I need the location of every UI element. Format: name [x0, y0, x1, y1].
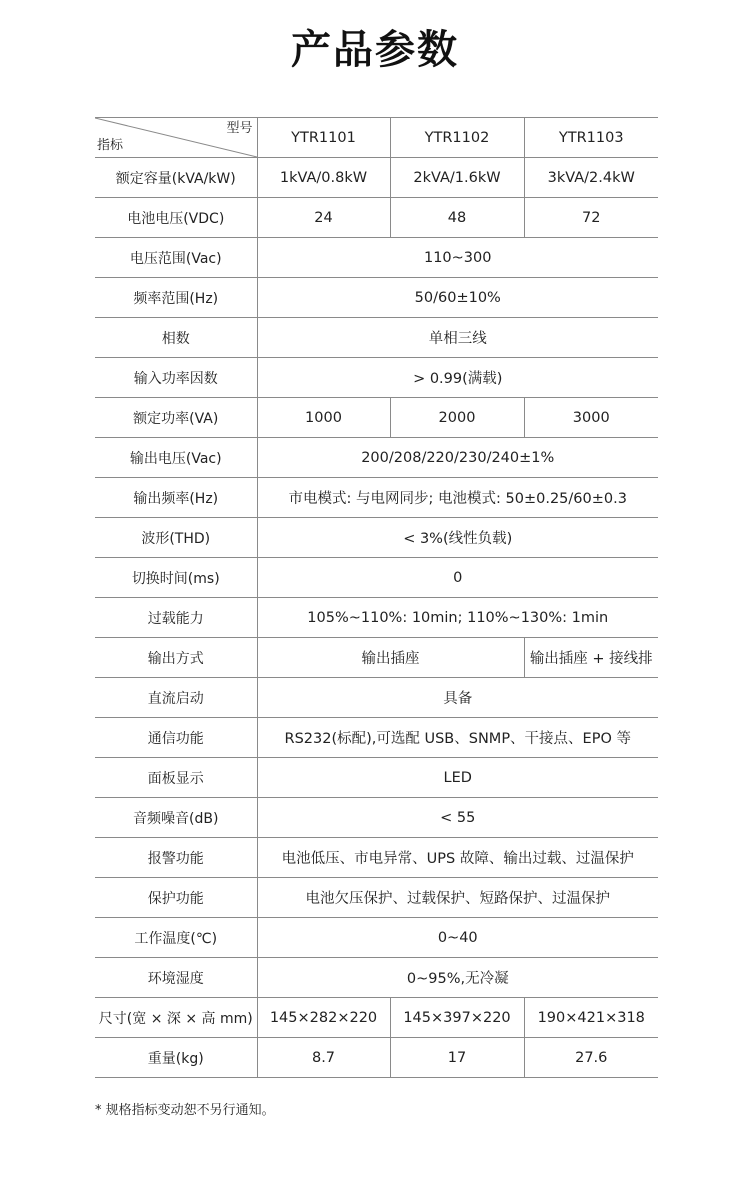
spec-value: > 0.99(满载) — [257, 358, 658, 398]
spec-row — [95, 998, 658, 1038]
spec-value: 单相三线 — [257, 318, 658, 358]
spec-row — [95, 198, 658, 238]
spec-row — [95, 398, 658, 438]
spec-value: 27.6 — [524, 1038, 658, 1078]
spec-value: 市电模式: 与电网同步; 电池模式: 50±0.25/60±0.3 — [257, 478, 658, 518]
spec-row — [95, 878, 658, 918]
model-header-cell: YTR1102 — [390, 118, 524, 158]
spec-label: 额定容量(kVA/kW) — [95, 158, 257, 198]
spec-value: 200/208/220/230/240±1% — [257, 438, 658, 478]
spec-value: 145×397×220 — [390, 998, 524, 1038]
spec-label: 输出电压(Vac) — [95, 438, 257, 478]
footnote: * 规格指标变动恕不另行通知。 — [95, 1103, 275, 1118]
spec-label: 波形(THD) — [95, 518, 257, 558]
spec-label: 电池电压(VDC) — [95, 198, 257, 238]
spec-row — [95, 438, 658, 478]
header-corner-cell — [95, 118, 257, 158]
spec-row — [95, 918, 658, 958]
spec-label: 输出方式 — [95, 638, 257, 678]
spec-row — [95, 478, 658, 518]
spec-label: 通信功能 — [95, 718, 257, 758]
spec-row — [95, 158, 658, 198]
spec-value: 2000 — [390, 398, 524, 438]
spec-value: < 3%(线性负载) — [257, 518, 658, 558]
spec-label: 电压范围(Vac) — [95, 238, 257, 278]
spec-value: 输出插座 + 接线排 — [524, 638, 658, 678]
spec-row — [95, 1038, 658, 1078]
spec-value: < 55 — [257, 798, 658, 838]
spec-row — [95, 758, 658, 798]
spec-row — [95, 838, 658, 878]
spec-value: 50/60±10% — [257, 278, 658, 318]
spec-label: 切换时间(ms) — [95, 558, 257, 598]
spec-value: RS232(标配),可选配 USB、SNMP、干接点、EPO 等 — [257, 718, 658, 758]
spec-value: 105%~110%: 10min; 110%~130%: 1min — [257, 598, 658, 638]
spec-value: 190×421×318 — [524, 998, 658, 1038]
spec-value: 2kVA/1.6kW — [390, 158, 524, 198]
spec-label: 保护功能 — [95, 878, 257, 918]
spec-value: 1000 — [257, 398, 390, 438]
spec-value: 1kVA/0.8kW — [257, 158, 390, 198]
spec-value: 72 — [524, 198, 658, 238]
spec-value: 24 — [257, 198, 390, 238]
model-axis-label: 型号 — [226, 121, 253, 136]
spec-value: 0 — [257, 558, 658, 598]
spec-value: 17 — [390, 1038, 524, 1078]
spec-label: 尺寸(宽 × 深 × 高 mm) — [95, 998, 257, 1038]
spec-row — [95, 358, 658, 398]
model-header-cell: YTR1101 — [257, 118, 390, 158]
spec-row — [95, 798, 658, 838]
spec-value: 48 — [390, 198, 524, 238]
spec-label: 面板显示 — [95, 758, 257, 798]
spec-value: 3kVA/2.4kW — [524, 158, 658, 198]
model-header-cell: YTR1103 — [524, 118, 658, 158]
spec-label: 直流启动 — [95, 678, 257, 718]
spec-value: 0~40 — [257, 918, 658, 958]
spec-value: 电池低压、市电异常、UPS 故障、输出过载、过温保护 — [257, 838, 658, 878]
spec-row — [95, 958, 658, 998]
spec-label: 工作温度(℃) — [95, 918, 257, 958]
spec-label: 频率范围(Hz) — [95, 278, 257, 318]
spec-label: 输出频率(Hz) — [95, 478, 257, 518]
spec-row — [95, 238, 658, 278]
spec-label: 报警功能 — [95, 838, 257, 878]
spec-label: 音频噪音(dB) — [95, 798, 257, 838]
spec-row — [95, 598, 658, 638]
spec-row — [95, 678, 658, 718]
spec-value: 3000 — [524, 398, 658, 438]
spec-table — [95, 117, 658, 1078]
spec-value: 145×282×220 — [257, 998, 390, 1038]
page-title: 产品参数 — [291, 27, 459, 73]
spec-row — [95, 638, 658, 678]
spec-row — [95, 558, 658, 598]
spec-label: 过载能力 — [95, 598, 257, 638]
spec-row — [95, 518, 658, 558]
spec-value: 电池欠压保护、过载保护、短路保护、过温保护 — [257, 878, 658, 918]
spec-value: 8.7 — [257, 1038, 390, 1078]
spec-value: 输出插座 — [257, 638, 524, 678]
spec-label: 环境湿度 — [95, 958, 257, 998]
spec-value: LED — [257, 758, 658, 798]
spec-value: 具备 — [257, 678, 658, 718]
spec-row — [95, 318, 658, 358]
spec-label: 输入功率因数 — [95, 358, 257, 398]
spec-axis-label: 指标 — [97, 138, 124, 153]
spec-value: 0~95%,无冷凝 — [257, 958, 658, 998]
spec-row — [95, 718, 658, 758]
spec-label: 额定功率(VA) — [95, 398, 257, 438]
spec-label: 相数 — [95, 318, 257, 358]
spec-label: 重量(kg) — [95, 1038, 257, 1078]
spec-value: 110~300 — [257, 238, 658, 278]
spec-row — [95, 278, 658, 318]
header-row — [95, 118, 658, 158]
